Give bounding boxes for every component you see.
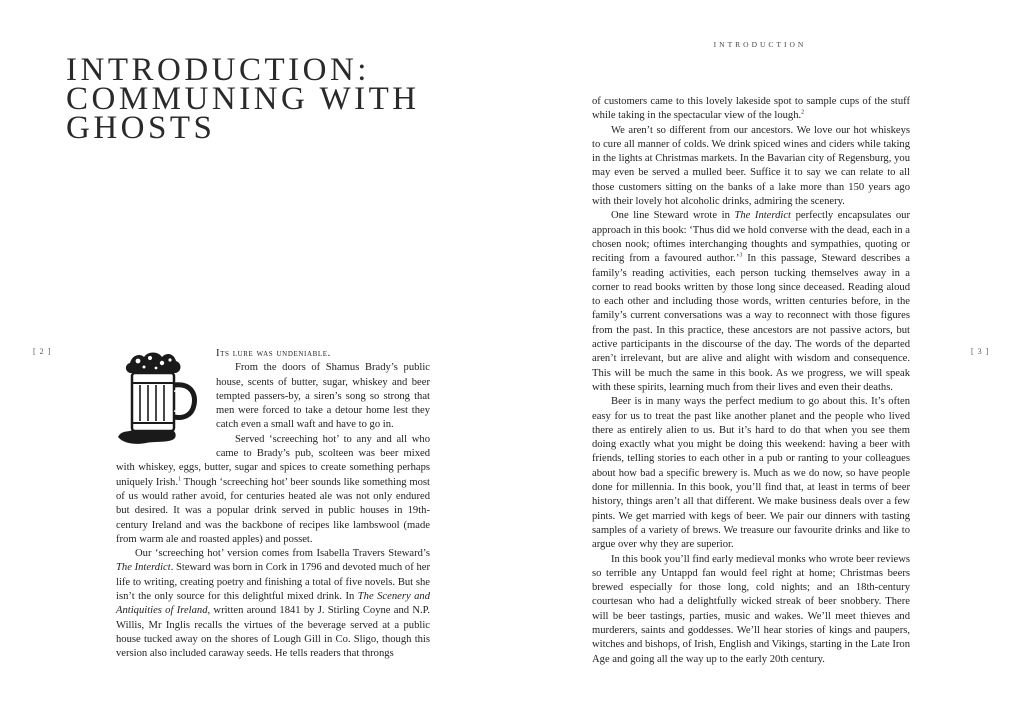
footnote-marker: 1 xyxy=(178,476,181,483)
page-number-right: [ 3 ] xyxy=(971,347,990,356)
chapter-title-line-3: GHOSTS xyxy=(66,110,216,146)
paragraph: Served ‘screeching hot’ to any and all who came to Brady’s pub, scolteen was beer mixed with whiskey, eggs, butter, sugar and spices to create something perhaps uniquely Irish.$^1$ Though ‘screeching hot’ beer sounds like something most of us would rather avoid, for centuries heated ale was not only endured but desired. It was a popular drink served in public houses in 19th-century Ireland and was the backbone of recipes like lambswool (made from warm ale and roasted apples) and posset. xyxy=(116,433,430,545)
page-number-left: [ 2 ] xyxy=(33,347,52,356)
book-title: The Scenery and Antiquities of Ireland xyxy=(116,591,430,617)
paragraph: In this book you’ll find early medieval monks who wrote beer reviews so terrible any Untappd fan would feel right at home; Christmas beers brewed especially for those long, cold nights; and an 18th-century courtesan who had a delightfully wicked streak of beer snobbery. There will be beer tastings, parties, music and wakes. We’ll meet thieves and murderers, saints and goddesses. We’ll hear stories of kings and paupers, witches and bishops, of Irish, English and Vikings, starting in the Late Iron Age and going all the way up to the early 20th century. xyxy=(592,553,910,665)
footnote-marker: 3 xyxy=(739,252,743,259)
chapter-title xyxy=(66,52,420,146)
book-title: The Interdict xyxy=(734,210,791,222)
left-page-text xyxy=(116,347,430,662)
lead-in-text xyxy=(216,348,331,359)
paragraph: Beer is in many ways the perfect medium to go about this. It’s often easy for us to treat the past like another planet and the people who lived there as entirely alien to us. But it’s hard to do that when you see them doing exactly what you might be doing this weekend: having a beer with friends, telling stories to each other in a pub or ranting to your colleagues about how bad a specific brewery is. Much as we do now, so have people done for millennia. In this book, you’ll find that, at least in terms of beer history, things aren’t all that different. We make business deals over a few pints. We get married with kegs of beer. We pair our dinners with tasting samples of a variety of brews. We treasure our favourite drinks and like to argue over why they are superior. xyxy=(592,396,910,551)
right-page-text xyxy=(592,95,910,667)
paragraph: We aren’t so different from our ancestors. We love our hot whiskeys to cure all manner of colds. We drink spiced wines and ciders while taking in the lights at Christmas markets. In the Bavarian city of Regensburg, you may even be served a mulled beer. Suffice it to say we can relate to all those customers sitting on the banks of a lake more than 150 years ago with their lovely hot alcoholic drinks, admiring the scenery. xyxy=(592,124,910,208)
dropcap-letter: I xyxy=(216,348,221,359)
paragraph: From the doors of Shamus Brady’s public house, scents of butter, sugar, whiskey and beer tempted passers-by, a siren’s song so strong that men were forced to take a detour home lest they catch even a small waft and have to go in. xyxy=(216,362,430,431)
paragraph: of customers came to this lovely lakeside spot to sample cups of the stuff while taking in the spectacular view of the lough.$^2$ xyxy=(592,96,910,122)
book-title: The Interdict xyxy=(116,562,171,574)
chapter-title-line-2: COMMUNING WITH xyxy=(66,81,420,117)
paragraph: Our ‘screeching hot’ version comes from Isabella Travers Steward’s The Interdict. Steward was born in Cork in 1796 and devoted much of her life to writing, creating poetry and finishing a total of five novels. But she isn’t the only source for this delightful mixed drink. In The Scenery and Antiquities of Ireland, written around 1841 by J. Stirling Coyne and N.P. Willis, Mr Inglis recalls the virtues of the beverage served at a public house tucked away on the shores of Lough Gill in Co. Sligo, though this version also included caraway seeds. He tells readers that throngs xyxy=(116,548,431,660)
footnote-marker: 2 xyxy=(801,109,805,116)
beer-tankard-icon xyxy=(116,349,210,447)
running-head: INTRODUCTION xyxy=(713,40,807,49)
lead-in-remainder: ts lure was undeniable. xyxy=(220,348,331,359)
paragraph: One line Steward wrote in The Interdict perfectly encapsulates our approach in this book: ‘Thus did we hold converse with the dead, each in a chosen nook; oftimes interchanging thoughts and sympathies, quoting or reciting from a favoured author.’$^3$ In this passage, Steward describes a family’s reading activities, each person tucking themselves away in a corner to read books written by those long since deceased. Reading aloud to each other and including those words, written centuries before, in the family’s current conversations was a way to reconnect with those figures from the past. In this practice, these ancestors are not passive actors, but active participants in the discourse of the day. The words of the departed aren’t irrelevant, but are alive and alight with wisdom and consequence. This will be much the same in this book. As we progress, we will speak with these spirits, learning much from their lives and even their deaths. xyxy=(592,210,911,393)
chapter-title-line-1: INTRODUCTION: xyxy=(66,52,370,88)
